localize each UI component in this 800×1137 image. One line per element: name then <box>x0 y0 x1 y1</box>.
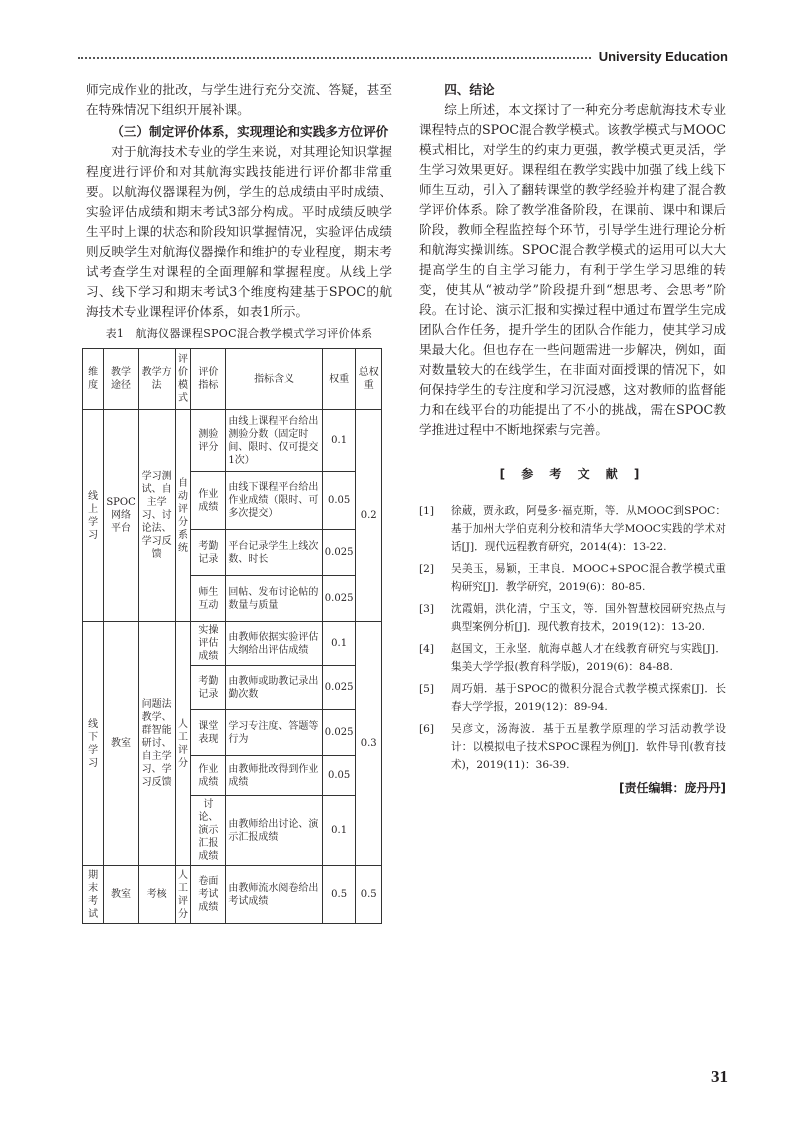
header-teaching-method: 教学方法 <box>138 349 175 410</box>
cell-indicator: 课堂表现 <box>191 710 226 756</box>
cell-final-mode: 人工评分 <box>175 866 191 924</box>
cell-weight: 0.025 <box>322 530 356 576</box>
cell-weight: 0.05 <box>322 472 356 530</box>
cell-indicator: 测验评分 <box>191 410 226 472</box>
section-heading-conclusion: 四、结论 <box>444 82 495 97</box>
evaluation-table <box>82 348 382 924</box>
header-meaning: 指标含义 <box>226 349 322 410</box>
cell-indicator: 讨论、演示汇报成绩 <box>191 796 226 866</box>
cell-indicator: 师生互动 <box>191 576 226 622</box>
left-paragraph-2: 对于航海技术专业的学生来说，对其理论知识掌握程度进行评价和对其航海实践技能进行评价都非常重要。以航海仪器课程为例，学生的总成绩由平时成绩、实验评估成绩和期末考试3部分构成。平时成绩反映学生平时上课的状态和阶段知识掌握情况，实验评估成绩则反映学生对航海仪器操作和维护的专业程度，期末考试考查学生对课程的全面理解和掌握程度。从线上学习、线下学习和期末考试3个维度构建基于SPOC的航海技术专业课程评价体系，如表1所示。 <box>86 144 392 319</box>
header-dimension: 维度 <box>83 349 104 410</box>
table-caption: 表1 航海仪器课程SPOC混合教学模式学习评价体系 <box>105 327 373 340</box>
cell-meaning: 由教师给出讨论、演示汇报成绩 <box>226 796 322 866</box>
cell-meaning: 学习专注度、答题等行为 <box>226 710 322 756</box>
cell-meaning: 由教师依据实验评估大纲给出评估成绩 <box>226 622 322 666</box>
cell-weight: 0.1 <box>322 410 356 472</box>
cell-offline-mode: 人工评分 <box>175 622 191 866</box>
reference-number: [3] <box>419 603 435 615</box>
list-item <box>419 560 726 596</box>
cell-weight: 0.025 <box>322 666 356 710</box>
cell-weight: 0.025 <box>322 576 356 622</box>
header-indicator: 评价指标 <box>191 349 226 410</box>
cell-final-dimension: 期末考试 <box>83 866 104 924</box>
cell-offline-path: 教室 <box>104 622 138 866</box>
cell-offline-method: 问题法教学、群智能研讨、自主学习、学习反馈 <box>138 622 175 866</box>
cell-indicator: 考勤记录 <box>191 530 226 576</box>
cell-final-method: 考核 <box>138 866 175 924</box>
list-item <box>419 502 726 556</box>
conclusion-paragraph: 综上所述，本文探讨了一种充分考虑航海技术专业课程特点的SPOC混合教学模式。该教学模式与MOOC模式相比，对学生的约束力更强，教学模式更灵活，学生学习效果更好。课程组在教学实践中加强了线上线下师生互动，引入了翻转课堂的教学经验并构建了混合教学评价体系。除了教学准备阶段，在课前、课中和课后阶段，教师全程监控每个环节，引导学生进行理论分析和航海实操训练。SPOC混合教学模式的运用可以大大提高学生的自主学习能力，有利于学生学习思维的转变，使其从“被动学”阶段提升到“想思考、会思考”阶段。在讨论、演示汇报和实操过程中通过布置学生完成团队合作任务，提升学生的团队合作能力，使其学习成果最大化。但也存在一些问题需进一步解决，例如，面对数量较大的在线学生，在非面对面授课的情况下，如何保持学生的专注度和学习沉浸感，这对教师的监督能力和在线平台的功能提出了不小的挑战，需在SPOC教学推进过程中不断地探索与完善。 <box>419 102 726 437</box>
cell-meaning: 由教师流水阅卷给出考试成绩 <box>226 866 322 924</box>
header-total-weight: 总权重 <box>356 349 382 410</box>
reference-text: 沈霞娟，洪化清，宁玉文，等．国外智慧校园研究热点与典型案例分析[J]．现代教育技术，2019(12)：13-20. <box>451 603 726 633</box>
list-item <box>419 720 726 774</box>
references-list <box>419 502 726 774</box>
cell-weight: 0.05 <box>322 756 356 796</box>
header-teaching-path: 教学途径 <box>104 349 138 410</box>
page-number: 31 <box>711 1067 728 1086</box>
cell-meaning: 由线上课程平台给出测验分数（固定时间、限时、仅可提交1次） <box>226 410 322 472</box>
cell-online-mode: 自动评分系统 <box>175 410 191 622</box>
cell-weight: 0.025 <box>322 710 356 756</box>
header-evaluation-mode: 评价模式 <box>175 349 191 410</box>
reference-text: 赵国文，王永坚．航海卓越人才在线教育研究与实践[J]．集美大学学报(教育科学版)，2019(6)：84-88. <box>451 643 726 673</box>
header-weight: 权重 <box>322 349 356 410</box>
cell-final-path: 教室 <box>104 866 138 924</box>
cell-online-path: SPOC网络平台 <box>104 410 138 622</box>
table-row <box>83 622 382 666</box>
reference-text: 徐葳，贾永政，阿曼多·福克斯，等．从MOOC到SPOC：基于加州大学伯克利分校和清华大学MOOC实践的学术对话[J]．现代远程教育研究，2014(4)：13-22. <box>451 505 726 553</box>
reference-text: 吴美玉，易颖，王聿良．MOOC+SPOC混合教学模式重构研究[J]．教学研究，2019(6)：80-85. <box>451 563 726 593</box>
cell-meaning: 由教师批改得到作业成绩 <box>226 756 322 796</box>
cell-indicator: 作业成绩 <box>191 756 226 796</box>
responsible-editor: [责任编辑：庞丹丹] <box>619 781 726 795</box>
reference-number: [2] <box>419 563 435 575</box>
cell-meaning: 由教师或助教记录出勤次数 <box>226 666 322 710</box>
section-heading-evaluation: （三）制定评价体系，实现理论和实践多方位评价 <box>111 124 389 139</box>
cell-online-dimension: 线上学习 <box>83 410 104 622</box>
right-column <box>419 80 726 798</box>
cell-indicator: 考勤记录 <box>191 666 226 710</box>
cell-weight: 0.1 <box>322 622 356 666</box>
reference-number: [6] <box>419 723 435 735</box>
left-column <box>86 80 392 924</box>
reference-text: 周巧娟．基于SPOC的微积分混合式教学模式探索[J]．长春大学学报，2019(12)：89-94. <box>451 683 726 713</box>
cell-online-method: 学习测试、自主学习、讨论法、学习反馈 <box>138 410 175 622</box>
references-title: [ 参 考 文 献 ] <box>499 467 646 481</box>
table-row <box>83 866 382 924</box>
reference-text: 吴彦文，汤海波．基于五星教学原理的学习活动教学设计：以模拟电子技术SPOC课程为例[J]．软件导刊(教育技术)，2019(11)：36-39. <box>451 723 726 771</box>
cell-offline-total: 0.3 <box>356 622 382 866</box>
cell-indicator: 实操评估成绩 <box>191 622 226 666</box>
reference-number: [4] <box>419 643 435 655</box>
table-row <box>83 410 382 472</box>
cell-weight: 0.5 <box>322 866 356 924</box>
cell-online-total: 0.2 <box>356 410 382 622</box>
cell-final-total: 0.5 <box>356 866 382 924</box>
cell-meaning: 回帖、发布讨论帖的数量与质量 <box>226 576 322 622</box>
cell-meaning: 平台记录学生上线次数、时长 <box>226 530 322 576</box>
cell-indicator: 作业成绩 <box>191 472 226 530</box>
cell-meaning: 由线下课程平台给出作业成绩（限时、可多次提交） <box>226 472 322 530</box>
cell-indicator: 卷面考试成绩 <box>191 866 226 924</box>
table-header-row <box>83 349 382 410</box>
reference-number: [5] <box>419 683 435 695</box>
list-item <box>419 600 726 636</box>
reference-number: [1] <box>419 505 435 517</box>
cell-offline-dimension: 线下学习 <box>83 622 104 866</box>
list-item <box>419 680 726 716</box>
list-item <box>419 640 726 676</box>
journal-name: University Education <box>593 49 728 64</box>
cell-weight: 0.1 <box>322 796 356 866</box>
left-paragraph-1: 师完成作业的批改，与学生进行充分交流、答疑，甚至在特殊情况下组织开展补课。 <box>86 82 392 117</box>
